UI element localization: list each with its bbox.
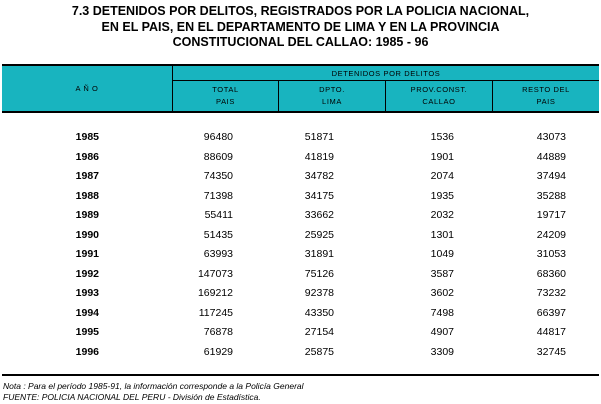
year-cell: 1989 (75, 209, 99, 221)
year-cell: 1988 (75, 190, 99, 202)
year-column-header: A Ñ O (75, 84, 99, 93)
lima-cell: 27154 (304, 326, 334, 338)
callao-cell: 7498 (430, 307, 454, 319)
lima-cell: 34175 (304, 190, 334, 202)
callao-cell: 3587 (430, 268, 454, 280)
year-cell: 1992 (75, 268, 99, 280)
resto-cell: 32745 (536, 346, 566, 358)
table-row (0, 304, 601, 323)
table-header (2, 64, 599, 113)
year-cell: 1994 (75, 307, 99, 319)
table-row (0, 167, 601, 186)
resto-cell: 44817 (536, 326, 566, 338)
resto-cell: 43073 (536, 131, 566, 143)
group-header: DETENIDOS POR DELITOS (331, 69, 441, 78)
table-row (0, 265, 601, 284)
callao-cell: 1049 (430, 248, 454, 260)
total-cell: 71398 (203, 190, 233, 202)
col-header-resto-pais: RESTO DEL PAIS (522, 85, 570, 106)
lima-cell: 33662 (304, 209, 334, 221)
lima-cell: 92378 (304, 287, 334, 299)
table-row (0, 245, 601, 264)
callao-cell: 3602 (430, 287, 454, 299)
callao-cell: 1901 (430, 151, 454, 163)
total-cell: 55411 (204, 209, 233, 221)
year-cell: 1995 (75, 326, 99, 338)
table-title (0, 4, 601, 51)
table-row (0, 284, 601, 303)
title-line-2: EN EL PAIS, EN EL DEPARTAMENTO DE LIMA Y EN LA PROVINCIA (101, 19, 500, 34)
year-cell: 1991 (75, 248, 99, 260)
callao-cell: 1536 (430, 131, 454, 143)
total-cell: 147073 (197, 268, 233, 280)
callao-cell: 1935 (430, 190, 454, 202)
total-cell: 88609 (203, 151, 233, 163)
year-cell: 1993 (75, 287, 99, 299)
year-cell: 1987 (75, 170, 99, 182)
total-cell: 61929 (203, 346, 233, 358)
callao-cell: 1301 (430, 229, 454, 241)
resto-cell: 35288 (536, 190, 566, 202)
col-header-dpto-lima: DPTO. LIMA (319, 85, 345, 106)
title-line-3: CONSTITUCIONAL DEL CALLAO: 1985 - 96 (172, 35, 429, 49)
lima-cell: 51871 (304, 131, 334, 143)
callao-cell: 3309 (430, 346, 454, 358)
total-cell: 51435 (203, 229, 233, 241)
table-row (0, 187, 601, 206)
total-cell: 96480 (203, 131, 233, 143)
total-cell: 74350 (203, 170, 233, 182)
lima-cell: 25925 (304, 229, 334, 241)
resto-cell: 66397 (536, 307, 566, 319)
year-cell: 1996 (75, 346, 99, 358)
lima-cell: 41819 (304, 151, 334, 163)
table-row (0, 343, 601, 362)
total-cell: 169212 (197, 287, 233, 299)
table-row (0, 128, 601, 147)
total-cell: 76878 (203, 326, 233, 338)
col-header-callao: PROV.CONST. CALLAO (410, 85, 468, 106)
lima-cell: 43350 (304, 307, 334, 319)
lima-cell: 31891 (304, 248, 334, 260)
year-cell: 1990 (75, 229, 99, 241)
resto-cell: 19717 (536, 209, 566, 221)
resto-cell: 31053 (536, 248, 566, 260)
total-cell: 117245 (198, 307, 233, 319)
title-line-1: 7.3 DETENIDOS POR DELITOS, REGISTRADOS POR LA POLICIA NACIONAL, (71, 4, 530, 18)
table-row (0, 148, 601, 167)
resto-cell: 24209 (536, 229, 566, 241)
lima-cell: 34782 (304, 170, 334, 182)
table-row (0, 323, 601, 342)
resto-cell: 68360 (536, 268, 566, 280)
year-cell: 1985 (75, 131, 99, 143)
callao-cell: 2032 (430, 209, 454, 221)
callao-cell: 2074 (430, 170, 454, 182)
col-header-total-pais: TOTAL PAIS (212, 85, 239, 106)
total-cell: 63993 (203, 248, 233, 260)
year-cell: 1986 (75, 151, 99, 163)
lima-cell: 25875 (304, 346, 334, 358)
table-note: Nota : Para el período 1985-91, la información corresponde a la Policía General (3, 381, 304, 391)
resto-cell: 37494 (536, 170, 566, 182)
resto-cell: 73232 (536, 287, 566, 299)
lima-cell: 75126 (304, 268, 334, 280)
resto-cell: 44889 (536, 151, 566, 163)
callao-cell: 4907 (430, 326, 454, 338)
table-bottom-rule (2, 374, 599, 376)
table-row (0, 226, 601, 245)
table-row (0, 206, 601, 225)
table-source: FUENTE: POLICIA NACIONAL DEL PERU - División de Estadística. (3, 392, 261, 402)
